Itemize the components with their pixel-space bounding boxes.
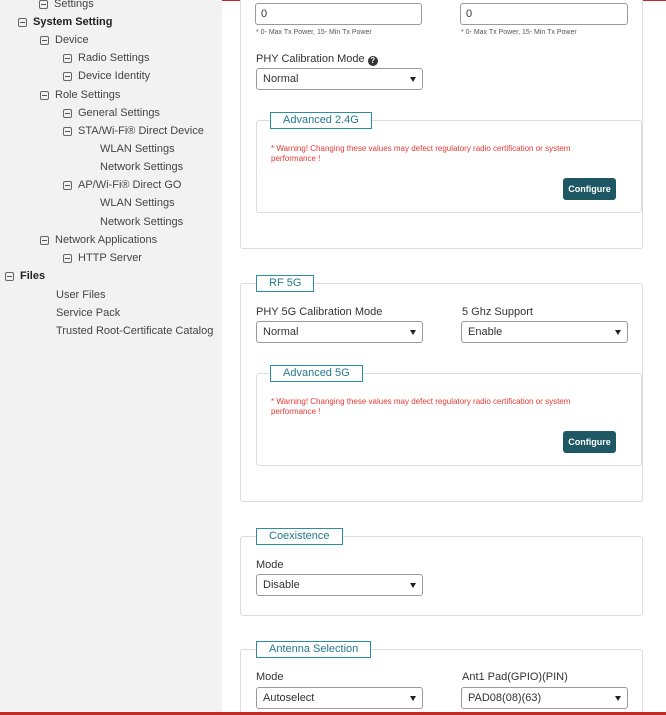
collapse-icon[interactable] <box>40 236 49 245</box>
collapse-icon[interactable] <box>39 0 48 9</box>
main-content <box>222 0 666 715</box>
sidebar-item-sta-wlan-settings[interactable] <box>100 140 175 158</box>
collapse-icon[interactable] <box>18 18 27 27</box>
sidebar-item-role-settings[interactable] <box>40 86 120 104</box>
sidebar-item-ap-wlan-settings[interactable] <box>100 194 175 212</box>
sidebar-item-user-files[interactable] <box>56 286 106 304</box>
sidebar-item-label: Trusted Root-Certificate Catalog <box>56 325 214 337</box>
sidebar-item-files[interactable] <box>5 267 45 285</box>
collapse-icon[interactable] <box>63 254 72 263</box>
phy-calibration-label: PHY Calibration Mode ? <box>256 53 378 66</box>
sidebar-item-label: STA/Wi-Fi® Direct Device <box>78 125 204 137</box>
collapse-icon[interactable] <box>63 72 72 81</box>
sidebar-item-label: WLAN Settings <box>100 197 175 209</box>
caret-down-icon <box>615 696 621 701</box>
collapse-icon[interactable] <box>5 272 14 281</box>
sidebar-item-radio-settings[interactable] <box>63 49 150 67</box>
advanced-5g-legend: Advanced 5G <box>270 365 363 382</box>
caret-down-icon <box>410 696 416 701</box>
sidebar-item-label: System Setting <box>33 16 113 28</box>
collapse-icon[interactable] <box>63 54 72 63</box>
sidebar-item-ap-direct-go[interactable] <box>63 176 181 194</box>
collapse-icon[interactable] <box>63 109 72 118</box>
caret-down-icon <box>615 330 621 335</box>
antenna-mode-select[interactable]: Autoselect <box>256 687 423 709</box>
sidebar-item-http-server[interactable] <box>63 249 142 267</box>
sidebar-item-sta-network-settings[interactable] <box>100 158 183 176</box>
sidebar-item-label: Network Settings <box>100 161 184 173</box>
caret-down-icon <box>410 330 416 335</box>
sidebar-item-label: Role Settings <box>55 89 121 101</box>
collapse-icon[interactable] <box>40 91 49 100</box>
sidebar-item-label: Device Identity <box>78 70 151 82</box>
sidebar-item-label: General Settings <box>78 107 160 119</box>
help-icon[interactable]: ? <box>368 56 378 66</box>
sidebar-item-service-pack[interactable] <box>56 304 120 322</box>
5ghz-support-label: 5 Ghz Support <box>462 306 533 318</box>
sidebar-item-settings[interactable] <box>39 0 94 13</box>
sidebar-item-label: Radio Settings <box>78 52 150 64</box>
tx-power-left-input[interactable]: 0 <box>255 3 422 25</box>
coexistence-legend: Coexistence <box>256 528 343 545</box>
ant1-pad-label: Ant1 Pad(GPIO)(PIN) <box>462 671 568 683</box>
sidebar-item-sta-direct-device[interactable] <box>63 122 204 140</box>
tx-power-hint: * 0- Max Tx Power, 15- Min Tx Power <box>461 29 577 36</box>
rf-5g-legend: RF 5G <box>256 275 314 292</box>
sidebar-item-label: Network Settings <box>100 216 184 228</box>
phy-5g-calibration-label: PHY 5G Calibration Mode <box>256 306 383 318</box>
phy-calibration-select[interactable]: Normal <box>256 68 423 90</box>
sidebar-item-trusted-root-certificate-catalog[interactable] <box>56 322 213 340</box>
caret-down-icon <box>410 77 416 82</box>
sidebar-item-device[interactable] <box>40 31 89 49</box>
caret-down-icon <box>410 583 416 588</box>
sidebar-item-general-settings[interactable] <box>63 104 160 122</box>
5ghz-support-select[interactable]: Enable <box>461 321 628 343</box>
phy-5g-calibration-select[interactable]: Normal <box>256 321 423 343</box>
configure-5g-button[interactable]: Configure <box>563 431 616 453</box>
sidebar-item-label: Settings <box>54 0 94 10</box>
sidebar-item-label: Device <box>55 34 89 46</box>
coexistence-mode-label: Mode <box>256 559 284 571</box>
sidebar-item-label: Service Pack <box>56 307 121 319</box>
advanced-24g-legend: Advanced 2.4G <box>270 112 372 129</box>
antenna-selection-legend: Antenna Selection <box>256 641 371 658</box>
tx-power-right-input[interactable]: 0 <box>460 3 628 25</box>
antenna-mode-label: Mode <box>256 671 284 683</box>
collapse-icon[interactable] <box>40 36 49 45</box>
ant1-pad-select[interactable]: PAD08(08)(63) <box>461 687 628 709</box>
sidebar-item-label: Network Applications <box>55 234 158 246</box>
sidebar-item-label: Files <box>20 270 46 282</box>
sidebar-item-label: HTTP Server <box>78 252 142 264</box>
sidebar-item-label: AP/Wi-Fi® Direct GO <box>78 179 182 191</box>
sidebar-item-system-setting[interactable] <box>18 13 112 31</box>
sidebar-nav <box>0 0 222 715</box>
collapse-icon[interactable] <box>63 127 72 136</box>
sidebar-item-network-applications[interactable] <box>40 231 157 249</box>
regulatory-warning: * Warning! Changing these values may defect regulatory radio certification or system performance ! <box>271 397 571 416</box>
tx-power-hint: * 0- Max Tx Power, 15- Min Tx Power <box>256 29 372 36</box>
collapse-icon[interactable] <box>63 181 72 190</box>
sidebar-item-label: WLAN Settings <box>100 143 175 155</box>
configure-24g-button[interactable]: Configure <box>563 178 616 200</box>
sidebar-item-label: User Files <box>56 289 106 301</box>
coexistence-mode-select[interactable]: Disable <box>256 574 423 596</box>
regulatory-warning: * Warning! Changing these values may defect regulatory radio certification or system performance ! <box>271 144 571 163</box>
sidebar-item-ap-network-settings[interactable] <box>100 213 183 231</box>
sidebar-item-device-identity[interactable] <box>63 67 150 85</box>
